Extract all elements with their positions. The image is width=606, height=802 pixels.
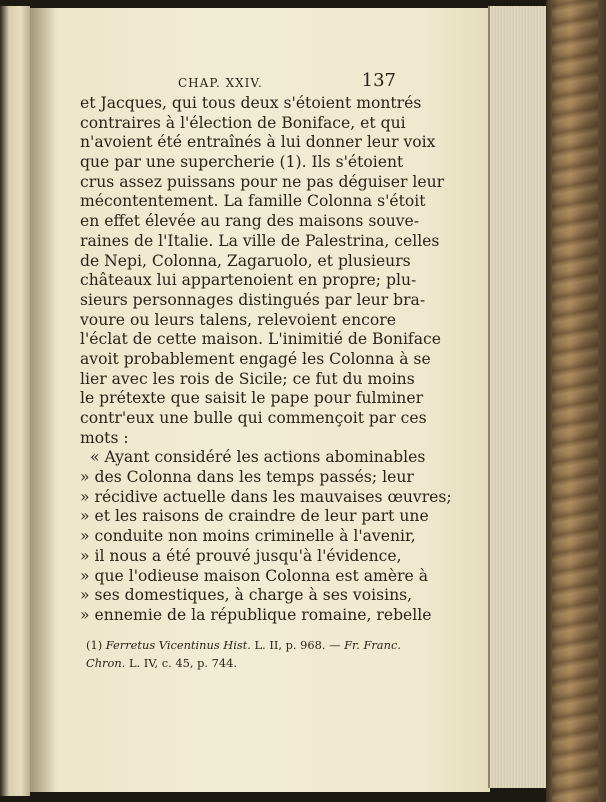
text-line: sieurs personnages distingués par leur bra- bbox=[80, 290, 426, 309]
quote-line: » conduite non moins criminelle à l'avenir, bbox=[80, 527, 416, 546]
footnote bbox=[86, 636, 401, 672]
text-line: voure ou leurs talens, relevoient encore bbox=[80, 310, 396, 329]
footnote-line bbox=[86, 654, 396, 672]
page-block-edges bbox=[488, 6, 548, 788]
quote-line: « Ayant considéré les actions abominables bbox=[90, 448, 426, 467]
footnote-work: Chron. bbox=[86, 656, 126, 670]
text-line: et Jacques, qui tous deux s'étoient montrés bbox=[80, 94, 422, 112]
chapter-heading: CHAP. XXIV. bbox=[178, 76, 263, 90]
footnote-author: Fr. Franc. bbox=[344, 638, 401, 652]
footnote-reference: L. II, p. 968. — bbox=[254, 638, 341, 652]
quote-line: » il nous a été prouvé jusqu'à l'évidence, bbox=[80, 546, 402, 565]
text-line: raines de l'Italie. La ville de Palestrina, celles bbox=[80, 231, 440, 250]
footnote-author: Ferretus Vicentinus bbox=[105, 638, 220, 652]
text-line: contraires à l'élection de Boniface, et qui bbox=[80, 113, 406, 132]
cover-texture bbox=[552, 0, 598, 802]
text-line: mots : bbox=[80, 428, 129, 447]
quote-line: » ses domestiques, à charge à ses voisins, bbox=[80, 586, 413, 605]
text-line: que par une supercherie (1). Ils s'étoient bbox=[80, 153, 404, 172]
text-line: crus assez puissans pour ne pas déguiser leur bbox=[80, 172, 445, 191]
bull-quotation bbox=[80, 448, 452, 625]
text-line: avoit probablement engagé les Colonna à se bbox=[80, 349, 431, 368]
text-line: lier avec les rois de Sicile; ce fut du moins bbox=[80, 369, 415, 388]
text-line: de Nepi, Colonna, Zagaruolo, et plusieurs bbox=[80, 251, 411, 270]
text-line: le prétexte que saisit le pape pour fulminer bbox=[80, 389, 424, 408]
quote-line: » que l'odieuse maison Colonna est amère à bbox=[80, 566, 428, 585]
quote-line: » des Colonna dans les temps passés; leur bbox=[80, 468, 414, 487]
left-page-edge bbox=[0, 6, 30, 796]
body-paragraph bbox=[80, 94, 445, 448]
footnote-line bbox=[86, 636, 401, 654]
quote-line: » récidive actuelle dans les mauvaises œuvres; bbox=[80, 487, 452, 506]
text-line: mécontentement. La famille Colonna s'étoit bbox=[80, 192, 426, 211]
footnote-reference: L. IV, c. 45, p. 744. bbox=[128, 656, 237, 670]
footnote-work: Hist. bbox=[223, 638, 251, 652]
gutter-shadow bbox=[30, 8, 56, 792]
text-line: châteaux lui appartenoient en propre; plu- bbox=[80, 271, 417, 290]
page-number: 137 bbox=[361, 70, 396, 91]
text-line: n'avoient été entraînés à lui donner leur voix bbox=[80, 133, 436, 152]
text-line: en effet élevée au rang des maisons souve- bbox=[80, 212, 420, 231]
quote-line: » ennemie de la république romaine, rebelle bbox=[80, 605, 432, 624]
running-head bbox=[80, 72, 396, 94]
page-text bbox=[80, 70, 452, 626]
text-line: l'éclat de cette maison. L'inimitié de Boniface bbox=[80, 330, 441, 349]
quote-line: » et les raisons de craindre de leur part une bbox=[80, 507, 429, 526]
text-line: contr'eux une bulle qui commençoit par ces bbox=[80, 409, 427, 427]
footnote-marker: (1) bbox=[86, 638, 103, 652]
